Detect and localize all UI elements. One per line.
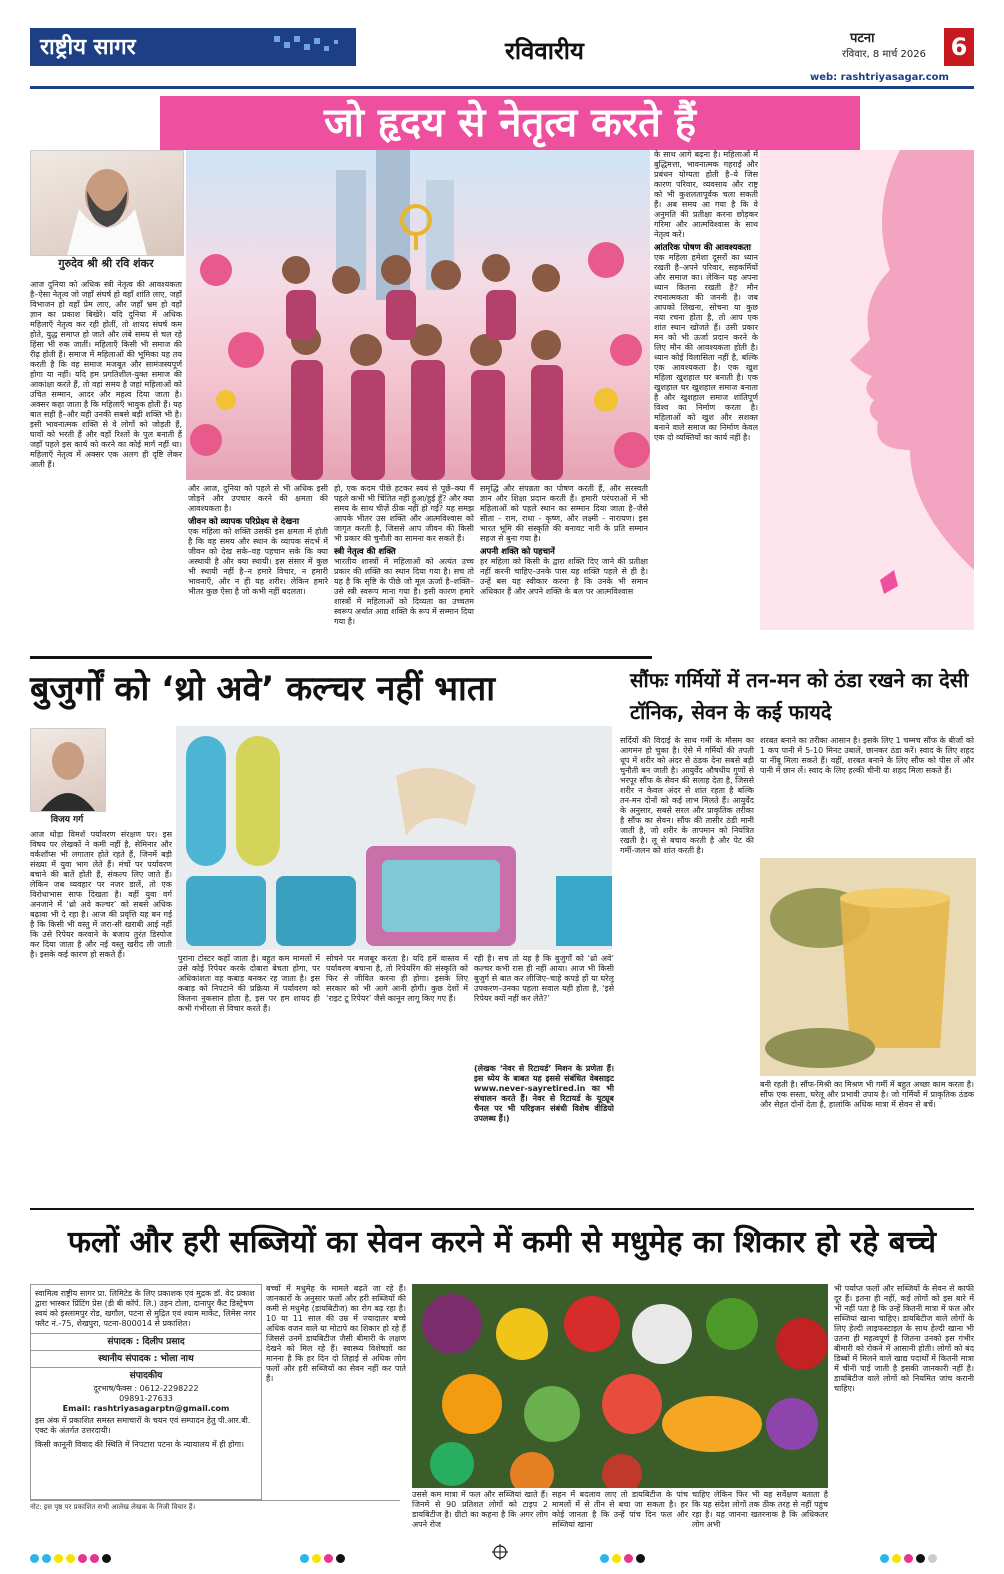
story1-column-4 (480, 484, 648, 642)
brand-bar (30, 28, 356, 66)
local-editor-label: स्थानीय संपादक : भोला नाथ (31, 1350, 261, 1367)
imprint-note-2: किसी कानूनी विवाद की स्थिति में निपटारा पटना के न्यायालय में ही होगा। (35, 1440, 245, 1449)
imprint-note-1: इस अंक में प्रकाशित समस्त समाचारों के चयन एवं सम्पादन हेतु पी.आर.बी. एक्ट के अंतर्गत उत्तरदायी। (35, 1416, 251, 1435)
story1-column-2 (188, 484, 328, 642)
registration-mark-icon (492, 1544, 508, 1560)
tea-cup-icon (760, 858, 976, 1076)
story1-headline: जो हृदय से नेतृत्व करते हैं (160, 96, 860, 150)
date-label: रविवार, 8 मार्च 2026 (842, 49, 926, 60)
story3-column-2b: बनी रहती है। सौंफ-मिश्री का मिश्रण भी गर्मी में बहुत अच्छा काम करता है। सौंफ एक सस्ता, घरेलू और प्रभावी उपाय है। जो गर्मियों में प्राकृतिक ठंडक और सेहत दोनों देता है, हालांकि अधिक मात्रा में सेवन से बचें। (760, 1080, 974, 1109)
story4-column-5: भी पर्याप्त फलों और सब्जियों के सेवन से काफी दूर हैं। इतना ही नहीं, कई लोगों को इस बारे में भी नहीं पता है कि उन्हें कितनी मात्रा में फल और सब्जियां खाना चाहिए। डायबिटीज वाले लोगों के लिए हेल्दी लाइफस्टाइल के साथ हेल्दी खाना भी उतना ही महत्वपूर्ण है जितना उनको इस गंभीर बीमारी को रोकने में आसानी होती। लोगों को बंद डिब्बों में मिलने वाले खाद्य पदार्थों में कितनी मात्रा में चीनी पाई जाती है इसकी जानकारी नहीं है। डायबिटीज वाले लोगों को नियमित जांच करानी चाहिए। (834, 1284, 974, 1393)
author2-caption: विजय गर्ग (50, 815, 84, 825)
editor-label: संपादक : दिलीप प्रसाद (31, 1333, 261, 1350)
mobile-label: 09891-27633 (119, 1394, 173, 1403)
imprint-box (30, 1284, 262, 1500)
story1-subhead-1: जीवन को व्यापक परिप्रेक्ष्य से देखना (188, 517, 300, 527)
fennel-tea-photo (760, 858, 976, 1076)
story4-column-3: सहन में बदलाव लाए तो डायबिटीज के पांच मामलों में से तीन से बचा जा सकता है। हर कोई जानता है कि उन्हें पांच दिन फल और सब्जियां खाना (552, 1490, 688, 1529)
story1-column-5-text: के साथ आगे बढ़ना है। महिलाओं में बुद्धिमत्ता, भावनात्मक गहराई और प्रबंधन योग्यता होती है–ये जिस कारण परिवार, व्यवसाय और राष्ट्र को भी कुशलतापूर्वक चला सकती हैं। अब समय आ गया है कि वे अनुमति की प्रतीक्षा करना छोड़कर गरिमा और आत्मविश्वास के साथ नेतृत्व करें। (654, 150, 758, 239)
story4-column-1: बच्चों में मधुमेह के मामले बढ़ते जा रहे हैं। जानकारों के अनुसार फलों और हरी सब्जियों की कमी से मधुमेह (डायबिटीज) का रोग बढ़ रहा है। 10 या 11 साल की उम्र में ज्यादातर बच्चे अधिक वजन वाले या मोटापे का शिकार हो रहे हैं जिससे उनमें डायबिटीज जैसी बीमारी के लक्षण देखने को मिल रहे हैं। स्वास्थ्य विशेषज्ञों का मानना है कि हर दिन दो तिहाई से अधिक लोग फलों और हरी सब्जियों का सेवन नहीं कर पाते हैं। (266, 1284, 406, 1383)
website-link[interactable]: web: rashtriyasagar.com (810, 72, 949, 83)
brand-logo: राष्ट्रीय सागर (40, 35, 136, 60)
story2-top-rule (30, 656, 652, 659)
woman-silhouette-icon (760, 150, 974, 630)
story2-column-2: पुराना टोस्टर कहाँ जाता है। बहुत कम मामलों में उसे कोई रिपेयर करके दोबारा बेचता होगा, पर अधिकांशतः वह कबाड़ बनकर रह जाता है। इस कबाड़ को निपटाने की प्रक्रिया में पर्यावरण को कितना नुकसान होता है, इस पर हम शायद ही कभी गंभीरता से विचार करते हैं। (178, 954, 320, 1013)
story1-column-3 (334, 484, 474, 642)
phone-label: दूरभाष/फैक्स : 0612-2298222 (93, 1384, 199, 1393)
office-label: संपादकीय (31, 1367, 261, 1384)
story2-author-note: (लेखक ‘नेवर से रिटायर्ड’ मिशन के प्रणेता हैं। इस ध्येय के बाबत यह इससे संबंधित वेबसाइट www.never-sayretired.in का भी संचालन करते हैं। नेवर से रिटायर्ड के यूट्यूब चैनल पर भी परिइजन संबंधी विशेष वीडियो उपलब्ध हैं।) (474, 1064, 614, 1123)
story3-column-1: सर्दियों की विदाई के साथ गर्मी के मौसम का आगमन हो चुका है। ऐसे में गर्मियों की तपती धूप में शरीर को अंदर से ठंडक देना सबसे बड़ी चुनौती बन जाती है। आयुर्वेद औषधीय गुणों से भरपूर सौंफ के सेवन की सलाह देता है, जिससे शरीर न केवल अंदर से शांत रहता है बल्कि तन-मन दोनों को कई लाभ मिलते हैं। आयुर्वेद के अनुसार, सबसे सरल और प्राकृतिक तरीका है सौंफ का सेवन। सौंफ की तासीर ठंडी मानी जाती है, जो शरीर के तापमान को नियंत्रित रखती है। लू से बचाव करती है और पेट की गर्मी-जलन को शांत करती है। (620, 736, 754, 855)
story1-column-5b-text: एक महिला हमेशा दूसरों का ध्यान रखती है–अपने परिवार, सहकर्मियों और समाज का। लेकिन यह अपना ध्यान कितना रखती है? मौन रचनात्मकता की जननी है। जब आपको लिखना, सोचना या कुछ नया रचना होता है, तो आप एक शांत स्थान खोजते हैं। उसी प्रकार मन को भी ऊर्जा प्रदान करने के लिए मौन की आवश्यकता होती है। ध्यान कोई विलासिता नहीं है, बल्कि एक आवश्यकता है। एक खुश महिला खुशहाल घर बनाती है। एक खुशहाल घर खुशहाल समाज बनाता है और खुशहाल समाज शांतिपूर्ण विश्व का निर्माण करता है। महिलाओं को खुश और सशक्त बनाने वाले समाज का निर्माण केवल एक दो व्यक्तियों का कार्य नहीं है। (654, 253, 758, 442)
story1-column-4b-text: हर महिला को किसी के द्वारा शक्ति दिए जाने की प्रतीक्षा नहीं करनी चाहिए–उनके पास यह शक्ति पहले से ही है। उन्हें बस यह स्वीकार करना है कि उनके भी समान अधिकार हैं और अपने शक्ति के बल पर आत्मविश्वास (480, 557, 648, 596)
footer-note: नोट: इस पृष्ठ पर प्रकाशित सभी आलेख लेखक के निजी विचार हैं। (30, 1500, 400, 1517)
story1-column-1: आज दुनिया को अधिक स्त्री नेतृत्व की आवश्यकता है–ऐसा नेतृत्व जो जहाँ संघर्ष हो वहाँ शांति लाए, जहाँ विभाजन हो वहाँ प्रेम लाए, और जहाँ भ्रम हो वहाँ ज्ञान का प्रकाश बिखेरे। यदि दुनिया में अधिक महिलाएँ नेतृत्व कर रही होतीं, तो शायद संघर्ष कम होते, युद्ध समाप्त हो जाते और लंबे समय से चल रहे हिंसा भी रुक जातीं। महिलाएँ किसी भी समाज की रीढ़ होती हैं। समाज में महिलाओं की भूमिका यह तय करती है कि वह समाज मजबूत और सामंजस्यपूर्ण होगा या नहीं। यदि हम प्रगतिशील-युक्त समाज की आकांक्षा करते हैं, तो वहां समय है जहां महिलाओं को उचित सम्मान, आदर और महत्व दिया जाता है। अक्सर कहा जाता है कि महिलाएँ भावुक होती हैं। यह बात सही है–और यही उनकी सबसे बड़ी शक्ति भी है। इसी भावनात्मक शक्ति से वे लोगों को जोड़ती हैं, घावों को भरती हैं और वहाँ रिश्तों के पुल बनाती हैं जहाँ पहले इस कार्य को करने का कोई मार्ग नहीं था। महिलाएँ नेतृत्व में अक्सर एक अलग ही दृष्टि लेकर आती हैं। (30, 280, 182, 469)
imprint-text: स्वामित्व राष्ट्रीय सागर प्रा. लिमिटेड के लिए प्रकाशक एवं मुद्रक डॉ. वेद प्रकाश द्वारा भास्कर प्रिंटिंग प्रेस (डी बी कॉर्प. लि.) उड़न टोला, दानापुर कैंट डिस्ट्रेषण स्वयं को इस्लामपुर रोड, खगौल, पटना से मुद्रित एवं श्याम मार्केट, लिमेस नगर फ्लैट नं.-75, शेखपुरा, पटना-800014 से प्रकाशित। (35, 1289, 256, 1328)
masthead (30, 28, 974, 92)
story4-column-2: उससे कम मात्रा में फल और सब्जियां खाते हैं। जिनमें से 90 प्रतिशत लोगों को टाइप 2 डायबिटीज है। ग्रीटो का कहना है कि अगर लोग अपने रोज (412, 1490, 548, 1529)
story1-column-4-text: समृद्धि और संपन्नता का पोषण करती हैं, और सरस्वती ज्ञान और शिक्षा प्रदान करती हैं। हमारी परंपराओं में भी महिलाओं को पहले स्थान का सम्मान दिया जाता है–जैसे सीता - राम, राधा - कृष्ण, और लक्ष्मी - नारायण। इस भारत भूमि की संस्कृति की बनावट नारी के प्रति सम्मान सहज से बुना गया है। (480, 484, 648, 543)
registration-dots-right (600, 1548, 648, 1558)
story1-subhead-4: आंतरिक पोषण की आवश्यकता (654, 243, 751, 253)
story1-column-5 (654, 150, 758, 642)
registration-dots-end (880, 1548, 940, 1558)
women-group-icon (186, 150, 650, 480)
story1-subhead-3: अपनी शक्ति को पहचानें (480, 547, 555, 557)
story1-column-3-text: हो, एक कदम पीछे हटकर स्वयं से पूछें–क्या मैं पहले कभी भी चिंतित नहीं हुआ/हुई हूँ? और क्या समय के साथ चीज़ें ठीक नहीं हो गईं? यह समझ आपके भीतर उस शक्ति और आत्मविश्वास को जागृत करती है, जिससे आप जीवन की किसी भी प्रकार की चुनौती का सामना कर सकते हैं। (334, 484, 474, 543)
email-label: Email: rashtriyasagarptn@gmail.com (62, 1404, 230, 1413)
registration-dots-left (30, 1548, 114, 1558)
brand-pattern-icon (270, 32, 350, 62)
story2-column-4-text: रही है। सच तो यह है कि बुजुर्गों को ‘थ्रो अवे’ कल्चर कभी रास ही नहीं आया। आज भी किसी बुजुर्ग से बात कर लीजिए–चाहे कपड़े हों या घरेलू उपकरण–उनका पहला सवाल यही होता है, ‘इसे रिपेयर क्यों नहीं कर लेते?’ (474, 954, 614, 1003)
story3-headline: सौंफः गर्मियों में तन-मन को ठंडा रखने का देसी टॉनिक, सेवन के कई फायदे (630, 668, 969, 724)
city-label: पटना (850, 31, 875, 46)
vegetables-photo (412, 1284, 828, 1488)
author-caption: गुरुदेव श्री श्री रवि शंकर (58, 257, 154, 270)
story1-column-2-text: और आज, दुनिया को पहले से भी अधिक इसी जोड़ने और उपचार करने की क्षमता की आवश्यकता है। (188, 484, 328, 513)
registration-dots-mid (300, 1548, 348, 1558)
author2-photo (30, 728, 106, 812)
story2-headline: बुजुर्गों को ‘थ्रो अवे’ कल्चर नहीं भाता (30, 669, 496, 709)
edition-title: रविवारीय (505, 37, 584, 65)
story4-headline: फलों और हरी सब्जियों का सेवन करने में कमी से मधुमेह का शिकार हो रहे बच्चे (67, 1225, 937, 1260)
author-photo (30, 150, 184, 256)
story1-subhead-2: स्त्री नेतृत्व की शक्ति (334, 547, 396, 557)
story3-column-2: शरबत बनाने का तरीका आसान है। इसके लिए 1 चम्मच सौंफ के बीजों को 1 कप पानी में 5-10 मिनट उबालें, छानकर ठंडा करें। स्वाद के लिए शहद या नींबू मिला सकते हैं। वहीं, शरबत बनाने के लिए सौंफ को पीस लें और पानी में छान लें। स्वाद के लिए हल्की चीनी या शहद मिला सकते हैं। (760, 736, 974, 775)
crochet-photo (176, 726, 612, 950)
story1-column-3b-text: भारतीय शास्त्रों में महिलाओं को अत्यंत उच्च प्रकार की शक्ति का स्थान दिया गया है। सच तो यह है कि सृष्टि के पीछे जो मूल ऊर्जा है–शक्ति–उसे स्त्री स्वरूप माना गया है। इसी कारण हमारे शास्त्रों में महिलाओं को दिव्यता का उच्चतम स्वरूप अर्थात आद्य शक्ति के रूप में सम्मान दिया गया है। (334, 557, 474, 626)
author2-portrait-icon (31, 729, 105, 811)
story4-top-rule (30, 1208, 974, 1210)
masthead-divider (30, 86, 974, 89)
story2-column-3: सोचने पर मजबूर करता है। यदि हमें वास्तव में पर्यावरण बचाना है, तो रिपेयरिंग की संस्कृति को फिर से जीवित करना ही होगा। इसके लिए सरकार को भी आगे आनी होगी। कुछ देशों में ‘राइट टू रिपेयर’ जैसे कानून लागू किए गए हैं। (326, 954, 468, 1003)
story1-column-2b-text: एक महिला को शक्ति उसकी इस क्षमता में होती है कि वह समय और स्थान के व्यापक संदर्भ में जीवन को देख सके–वह पहचान सके कि क्या अस्थायी है और क्या स्थायी। इस संसार में कुछ भी स्थायी नहीं है–न हमारे विचार, न हमारी भावनाएँ, और न ही यह शरीर। लेकिन हमारे भीतर कुछ ऐसा है जो कभी नहीं बदलता। (188, 527, 328, 596)
story2-column-1: आज थोड़ा विमर्श पर्यावरण संरक्षण पर। इस विषय पर लेखकों ने कमी नहीं है, सेमिनार और वर्कशॉप्स भी लगातार होते रहते हैं, जिनमें बड़ी संख्या में युवा भाग लेते हैं। मंचों पर पर्यावरण बचाने की बातें होती हैं, संकल्प लिए जाते हैं। लेकिन जब व्यवहार पर नजर डालें, तो एक विरोधाभास साफ दिखता है। वहीं युवा वर्ग अनजाने में ‘थ्रो अवे कल्चर’ को सबसे अधिक बढ़ावा भी दे रहा है। आज की प्रवृत्ति यह बन गई है कि किसी भी वस्तु में जरा-सी खराबी आई नहीं कि उसे रिपेयर करवाने के बजाय तुरंत डिस्पोज कर दिया जाता है और नई वस्तु खरीद ली जाती है। इसके कई कारण हो सकते हैं। (30, 830, 172, 959)
knitting-scene-icon (176, 726, 612, 950)
page-number: 6 (944, 28, 974, 66)
story2-column-4 (474, 954, 614, 1150)
story4-column-4: चाहिए लेकिन फिर भी यह सर्वेक्षण बताता है कि यह संदेश लोगों तक ठीक तरह से नहीं पहुंच रहा है। यह जानना खतरनाक है कि अधिकतर लोग अभी (692, 1490, 828, 1529)
author-portrait-icon (31, 151, 183, 255)
women-leaders-illustration (186, 150, 650, 480)
woman-profile-illustration (760, 150, 974, 630)
vegetables-icon (412, 1284, 828, 1488)
